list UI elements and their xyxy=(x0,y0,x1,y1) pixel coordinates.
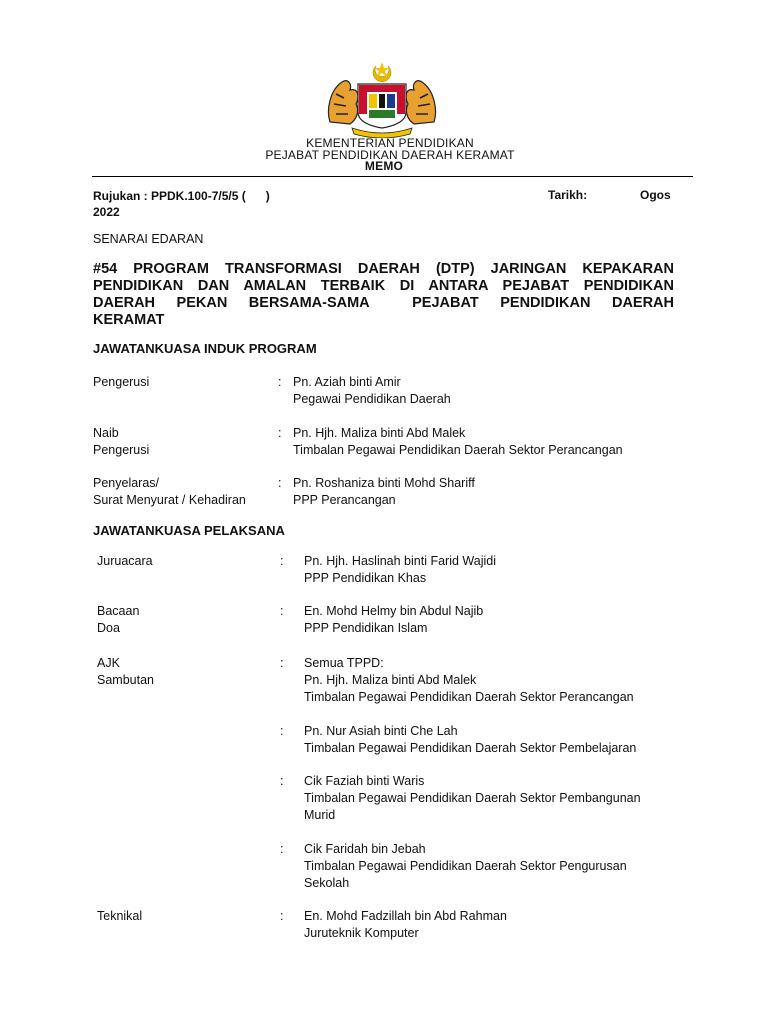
member-line: En. Mohd Helmy bin Abdul Najib xyxy=(304,604,484,618)
member-details xyxy=(293,475,713,509)
member-line: En. Mohd Fadzillah bin Abd Rahman xyxy=(304,909,507,923)
colon: : xyxy=(280,656,284,670)
office-name: PEJABAT PENDIDIKAN DAERAH KERAMAT xyxy=(265,148,515,162)
title-line: PENDIDIKAN DAN AMALAN TERBAIK DI ANTARA PEJABAT PENDIDIKAN xyxy=(93,278,674,294)
member-line: Murid xyxy=(304,808,336,822)
member-line: PPP Pendidikan Islam xyxy=(304,621,428,635)
colon: : xyxy=(280,842,284,856)
role-label: AJK Sambutan xyxy=(97,656,154,687)
colon: : xyxy=(280,554,284,568)
colon: : xyxy=(278,375,282,389)
member-details xyxy=(293,425,713,459)
member-line: PPP Perancangan xyxy=(293,493,396,507)
malaysia-coat-of-arms-icon xyxy=(322,60,442,138)
date-value: Ogos xyxy=(640,188,671,202)
member-line: Timbalan Pegawai Pendidikan Daerah Sektor Pembelajaran xyxy=(304,741,637,755)
role-label xyxy=(93,475,273,509)
colon: : xyxy=(280,909,284,923)
memo-label: MEMO xyxy=(364,159,404,173)
member-line: Timbalan Pegawai Pendidikan Daerah Sektor Pembangunan xyxy=(304,791,641,805)
role-label: Juruacara xyxy=(97,554,153,568)
member-line: Cik Faridah bin Jebah xyxy=(304,842,426,856)
member-line: Sekolah xyxy=(304,876,350,890)
title-line: DAERAH PEKAN BERSAMA-SAMA PEJABAT PENDIDIKAN DAERAH xyxy=(93,295,674,311)
role-label: Teknikal xyxy=(97,909,143,923)
title-line: KERAMAT xyxy=(93,312,165,328)
member-line: Juruteknik Komputer xyxy=(304,926,419,940)
member-line: Semua TPPD: xyxy=(304,656,384,670)
member-details xyxy=(304,655,704,706)
section-heading-induk: JAWATANKUASA INDUK PROGRAM xyxy=(93,341,317,356)
member-details xyxy=(304,773,704,824)
member-line: Pn. Nur Asiah binti Che Lah xyxy=(304,724,458,738)
ministry-name: KEMENTERIAN PENDIDIKAN xyxy=(306,136,474,150)
date-label: Tarikh: xyxy=(548,188,588,202)
colon: : xyxy=(278,476,282,490)
member-line: Cik Faziah binti Waris xyxy=(304,774,425,788)
title-line: #54 PROGRAM TRANSFORMASI DAERAH (DTP) JARINGAN KEPAKARAN xyxy=(93,261,674,277)
colon: : xyxy=(280,724,284,738)
member-line: Pn. Hjh. Haslinah binti Farid Wajidi xyxy=(304,554,496,568)
member-details xyxy=(304,908,704,942)
reference-number: Rujukan : PPDK.100-7/5/5 ( ) xyxy=(93,189,270,203)
memo-title xyxy=(93,261,674,329)
reference-block xyxy=(93,188,270,220)
role-label: Bacaan Doa xyxy=(97,604,140,635)
colon: : xyxy=(278,426,282,440)
role-label-line: Surat Menyurat / Kehadiran xyxy=(93,493,246,507)
member-line: Pn. Hjh. Maliza binti Abd Malek xyxy=(304,673,477,687)
member-line: Pegawai Pendidikan Daerah xyxy=(293,392,451,406)
member-details xyxy=(304,603,704,637)
member-details xyxy=(304,553,704,587)
colon: : xyxy=(280,604,284,618)
member-line: Timbalan Pegawai Pendidikan Daerah Sektor Perancangan xyxy=(304,690,634,704)
role-label: Pengerusi xyxy=(93,375,150,389)
section-heading-pelaksana: JAWATANKUASA PELAKSANA xyxy=(93,523,285,538)
role-label-line: Penyelaras/ xyxy=(93,476,160,490)
member-details xyxy=(304,723,704,757)
member-details xyxy=(293,374,713,408)
member-line: Pn. Aziah binti Amir xyxy=(293,375,401,389)
member-line: Timbalan Pegawai Pendidikan Daerah Sektor Perancangan xyxy=(293,443,623,457)
reference-year: 2022 xyxy=(93,205,120,219)
member-line: PPP Pendidikan Khas xyxy=(304,571,427,585)
member-line: Pn. Hjh. Maliza binti Abd Malek xyxy=(293,426,466,440)
role-label: Naib Pengerusi xyxy=(93,426,150,457)
member-line: Timbalan Pegawai Pendidikan Daerah Sektor Pengurusan xyxy=(304,859,627,873)
colon: : xyxy=(280,774,284,788)
distribution-list-heading: SENARAI EDARAN xyxy=(93,232,204,246)
header-divider xyxy=(92,176,693,177)
member-details xyxy=(304,841,704,892)
member-line: Pn. Roshaniza binti Mohd Shariff xyxy=(293,476,475,490)
